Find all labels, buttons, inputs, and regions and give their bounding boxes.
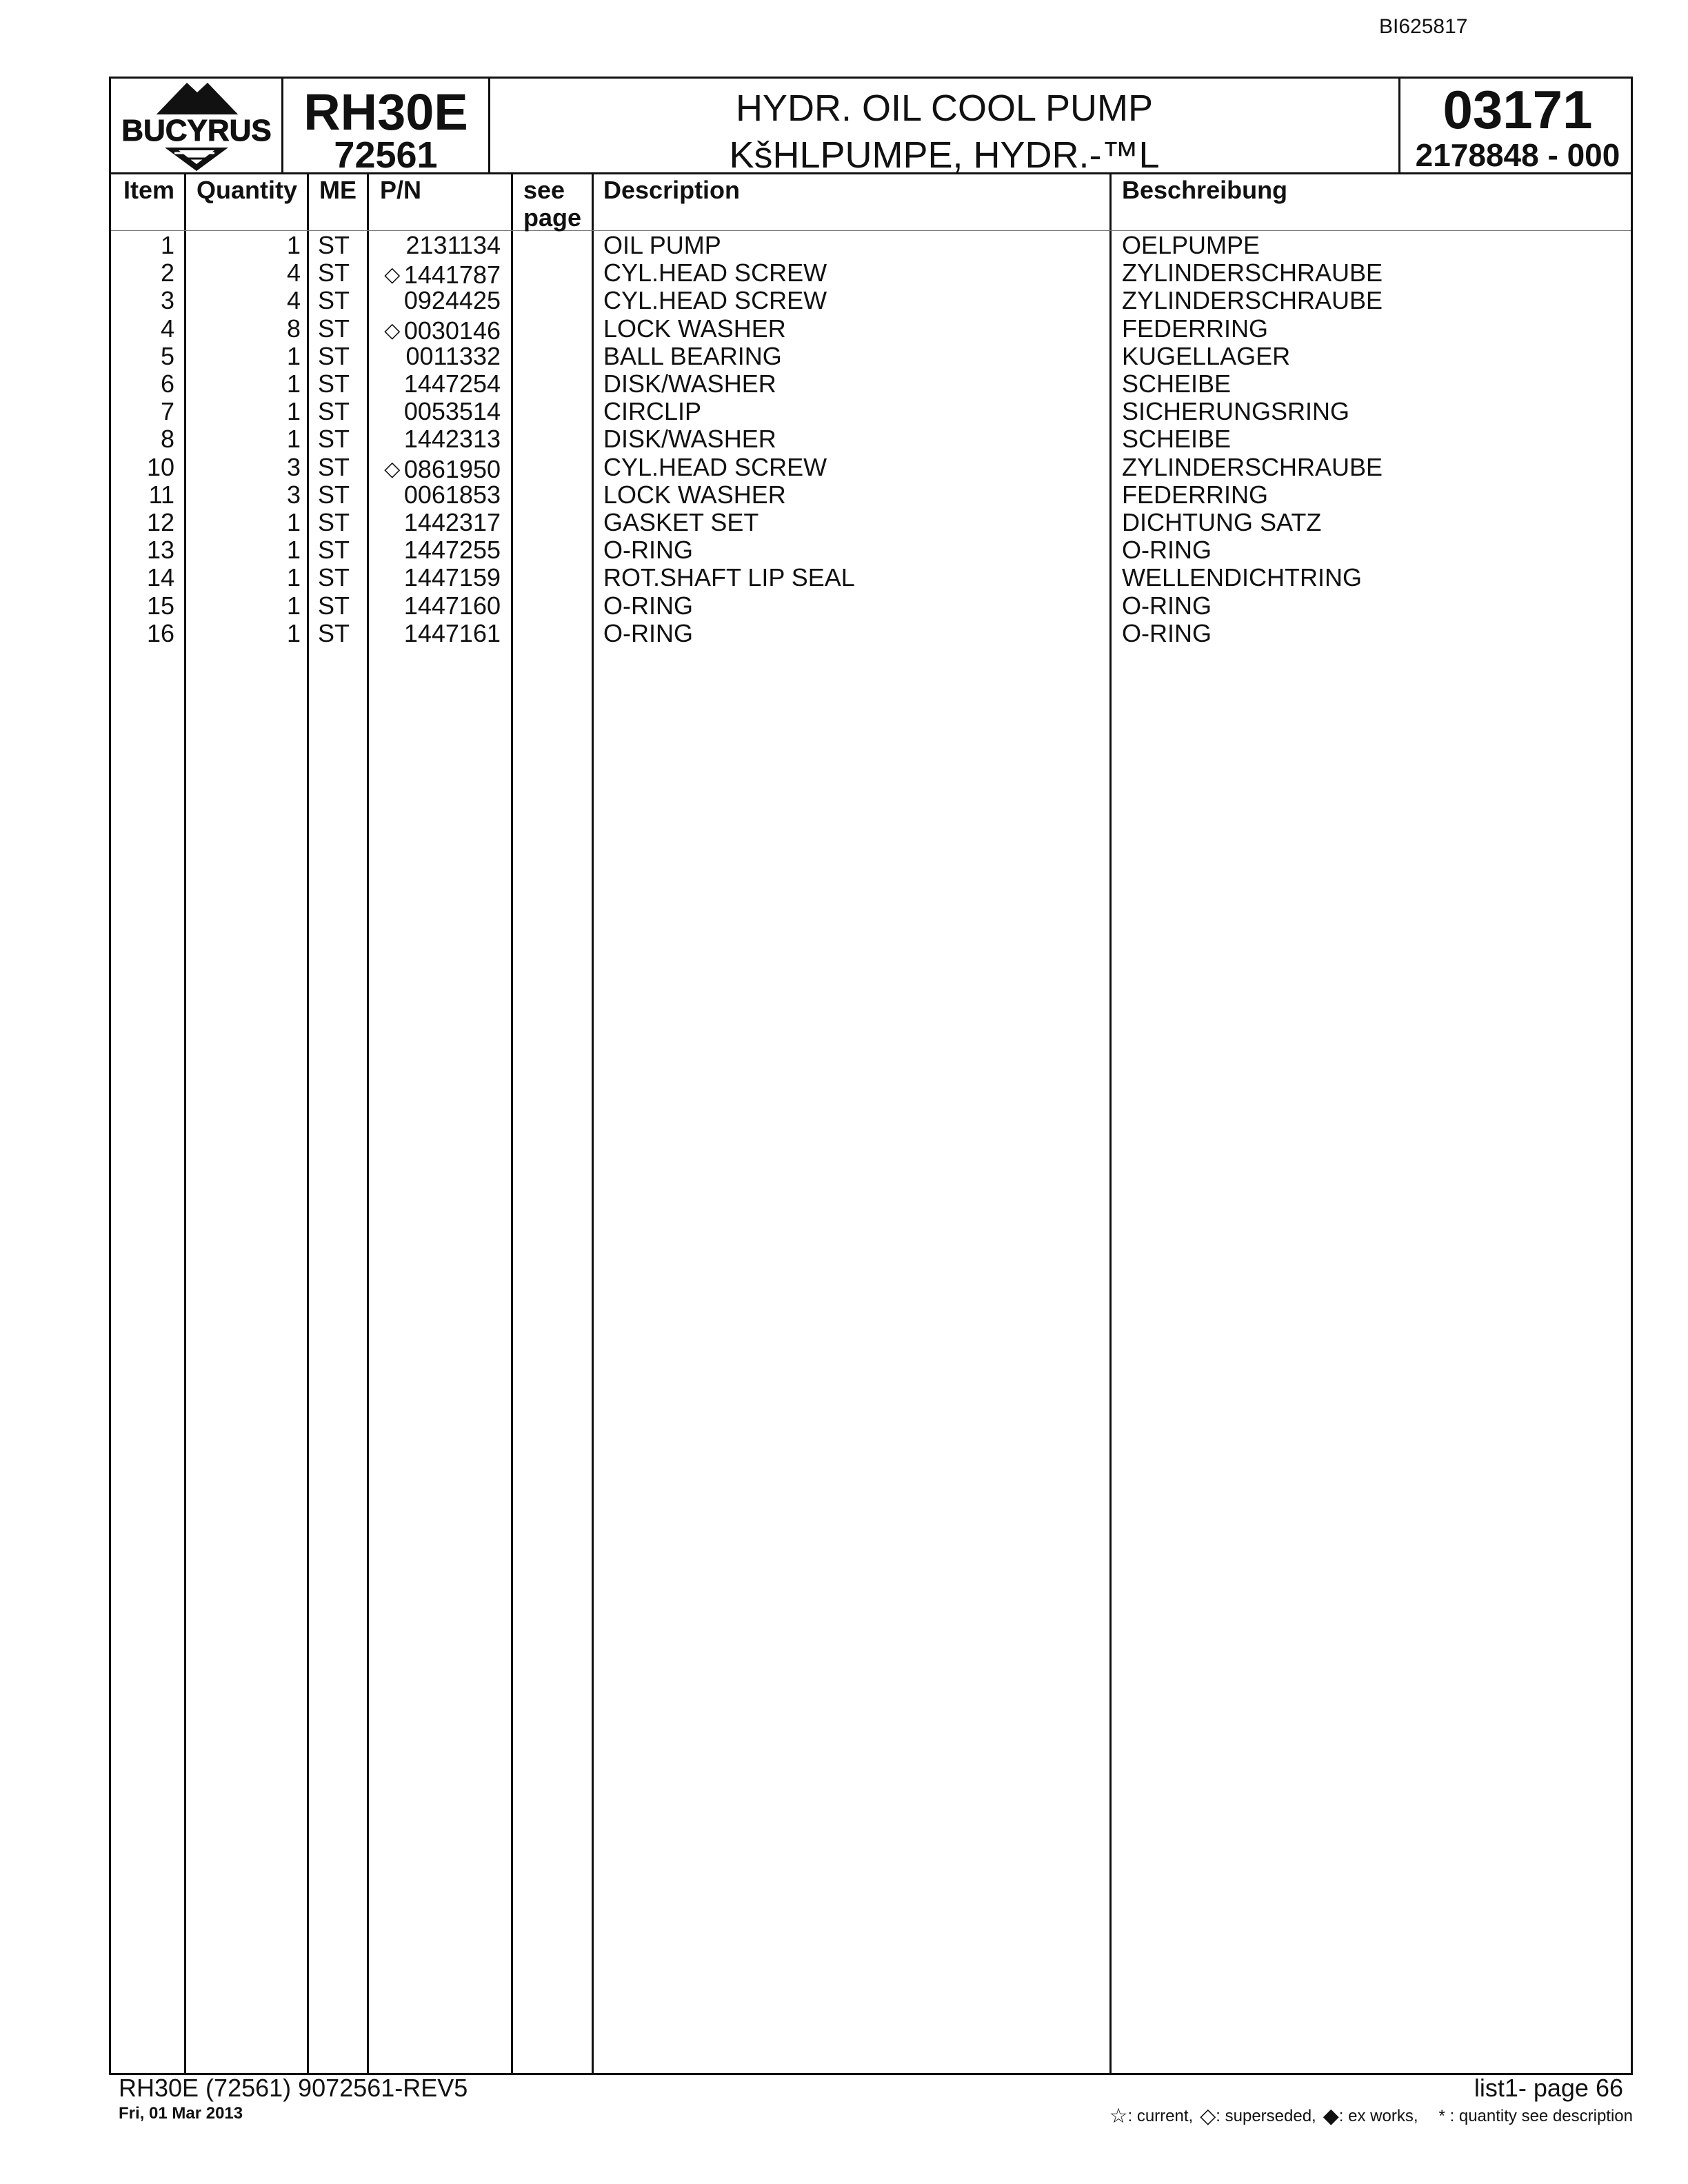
bucyrus-logo-graphic <box>111 79 279 172</box>
table-row <box>111 287 1631 314</box>
item-number: 8 <box>160 425 174 454</box>
description: CYL.HEAD SCREW <box>603 259 827 287</box>
beschreibung: O-RING <box>1122 591 1212 620</box>
item-number: 4 <box>160 314 174 343</box>
part-number: 1441787 <box>403 261 501 290</box>
part-number: 0053514 <box>403 397 501 426</box>
description: LOCK WASHER <box>603 480 786 509</box>
table-row <box>111 370 1631 398</box>
unit-me: ST <box>318 452 350 481</box>
description: CYL.HEAD SCREW <box>603 286 827 315</box>
part-number: 1447160 <box>403 591 501 620</box>
description: BALL BEARING <box>603 341 782 370</box>
col-header-pn: P/N <box>380 176 422 204</box>
document-id: BI625817 <box>1379 15 1468 38</box>
header-block <box>109 77 1633 174</box>
part-number-cell <box>366 536 501 564</box>
beschreibung: FEDERRING <box>1122 480 1269 509</box>
description: GASKET SET <box>603 508 759 536</box>
group-number: 03171 <box>1443 79 1593 140</box>
description: DISK/WASHER <box>603 425 776 454</box>
unit-me: ST <box>318 618 350 647</box>
description: O-RING <box>603 591 693 620</box>
part-number-cell <box>366 315 501 345</box>
unit-me: ST <box>318 286 350 315</box>
footer-document-ref: RH30E (72561) 9072561-REV5 <box>119 2074 468 2102</box>
part-number-cell <box>366 564 501 592</box>
quantity: 1 <box>286 231 301 259</box>
col-header-page: page <box>523 203 582 232</box>
beschreibung: FEDERRING <box>1122 314 1269 343</box>
description: LOCK WASHER <box>603 314 786 343</box>
model-cell <box>283 79 490 176</box>
parts-table <box>109 172 1633 2075</box>
item-number: 16 <box>146 618 174 647</box>
item-number: 15 <box>146 591 174 620</box>
description: CIRCLIP <box>603 397 702 426</box>
item-number: 13 <box>146 536 174 565</box>
part-number-cell <box>366 398 501 425</box>
superseded-diamond-icon: ◇ <box>384 318 401 342</box>
quantity: 1 <box>286 618 301 647</box>
legend-current: : current, <box>1127 2106 1194 2125</box>
table-row <box>111 536 1631 564</box>
serial-number: 72561 <box>334 134 438 176</box>
superseded-diamond-icon: ◇ <box>384 263 401 287</box>
beschreibung: ZYLINDERSCHRAUBE <box>1122 259 1383 287</box>
quantity: 1 <box>286 370 301 398</box>
title-cell <box>490 79 1400 176</box>
number-cell <box>1400 79 1635 172</box>
part-number-cell <box>366 620 501 647</box>
beschreibung: SCHEIBE <box>1122 425 1232 454</box>
diamond-outline-icon: ◇ <box>1200 2105 1216 2127</box>
table-row <box>111 592 1631 620</box>
part-number-cell <box>366 287 501 314</box>
item-number: 5 <box>160 341 174 370</box>
part-number: 0011332 <box>405 341 501 370</box>
part-number: 1447159 <box>403 563 501 592</box>
unit-me: ST <box>318 563 350 592</box>
footer-date: Fri, 01 Mar 2013 <box>119 2104 243 2123</box>
quantity: 4 <box>286 286 301 315</box>
beschreibung: WELLENDICHTRING <box>1122 563 1363 592</box>
part-number: 1442313 <box>403 425 501 454</box>
part-number: 1447255 <box>403 536 501 565</box>
description: O-RING <box>603 618 693 647</box>
col-header-beschreibung: Beschreibung <box>1122 176 1288 204</box>
table-row <box>111 620 1631 647</box>
legend-superseded: : superseded, <box>1216 2106 1316 2125</box>
beschreibung: DICHTUNG SATZ <box>1122 508 1322 536</box>
quantity: 1 <box>286 341 301 370</box>
part-number-cell <box>366 454 501 483</box>
title-english: HYDR. OIL COOL PUMP <box>735 88 1154 129</box>
part-number: 1447161 <box>403 618 501 647</box>
unit-me: ST <box>318 341 350 370</box>
col-header-quantity: Quantity <box>197 176 298 204</box>
col-header-description: Description <box>603 176 741 204</box>
unit-me: ST <box>318 370 350 398</box>
quantity: 1 <box>286 563 301 592</box>
description: ROT.SHAFT LIP SEAL <box>603 563 855 592</box>
item-number: 6 <box>160 370 174 398</box>
part-number-cell <box>366 481 501 509</box>
part-number: 1447254 <box>403 370 501 398</box>
quantity: 3 <box>286 480 301 509</box>
description: DISK/WASHER <box>603 370 776 398</box>
part-number: 0924425 <box>403 286 501 315</box>
item-number: 10 <box>146 452 174 481</box>
item-number: 11 <box>148 480 174 509</box>
beschreibung: ZYLINDERSCHRAUBE <box>1122 286 1383 315</box>
quantity: 1 <box>286 536 301 565</box>
unit-me: ST <box>318 231 350 259</box>
unit-me: ST <box>318 397 350 426</box>
legend <box>1109 2104 1633 2128</box>
quantity: 1 <box>286 508 301 536</box>
quantity: 1 <box>286 591 301 620</box>
footer-page: list1- page 66 <box>1474 2074 1623 2102</box>
description: CYL.HEAD SCREW <box>603 452 827 481</box>
logo-wordmark: BUCYRUS <box>121 114 272 148</box>
bucyrus-logo <box>111 79 283 172</box>
table-row <box>111 509 1631 536</box>
part-number: 1442317 <box>403 508 501 536</box>
star-outline-icon: ☆ <box>1109 2105 1128 2127</box>
item-number: 1 <box>160 231 174 259</box>
quantity: 1 <box>286 397 301 426</box>
table-row <box>111 481 1631 509</box>
unit-me: ST <box>318 536 350 565</box>
part-number-cell <box>366 592 501 620</box>
col-header-see: see <box>523 176 565 204</box>
table-row <box>111 315 1631 343</box>
quantity: 1 <box>286 425 301 454</box>
legend-quantity: * : quantity see description <box>1438 2106 1633 2125</box>
table-row <box>111 398 1631 425</box>
beschreibung: SICHERUNGSRING <box>1122 397 1350 426</box>
description: OIL PUMP <box>603 231 721 259</box>
item-number: 14 <box>146 563 174 592</box>
unit-me: ST <box>318 259 350 287</box>
part-number-cell <box>366 232 501 259</box>
unit-me: ST <box>318 425 350 454</box>
item-number: 2 <box>160 259 174 287</box>
part-number: 0030146 <box>403 316 501 345</box>
item-number: 12 <box>146 508 174 536</box>
superseded-diamond-icon: ◇ <box>384 457 401 481</box>
table-row <box>111 425 1631 453</box>
beschreibung: OELPUMPE <box>1122 231 1260 259</box>
part-number-cell <box>366 343 501 370</box>
assembly-part-number: 2178848 - 000 <box>1415 137 1620 173</box>
beschreibung: ZYLINDERSCHRAUBE <box>1122 452 1383 481</box>
unit-me: ST <box>318 314 350 343</box>
col-header-see-page <box>523 176 581 232</box>
table-row <box>111 564 1631 592</box>
part-number: 0861950 <box>403 454 501 483</box>
col-header-item: Item <box>123 176 175 204</box>
part-number: 2131134 <box>405 231 501 259</box>
part-number-cell <box>366 370 501 398</box>
table-row <box>111 232 1631 259</box>
unit-me: ST <box>318 591 350 620</box>
beschreibung: KUGELLAGER <box>1122 341 1291 370</box>
beschreibung: O-RING <box>1122 618 1212 647</box>
quantity: 8 <box>286 314 301 343</box>
quantity: 4 <box>286 259 301 287</box>
legend-exworks: : ex works, <box>1338 2106 1418 2125</box>
table-row <box>111 454 1631 481</box>
diamond-filled-icon: ◆ <box>1323 2105 1339 2127</box>
col-header-me: ME <box>319 176 356 204</box>
beschreibung: O-RING <box>1122 536 1212 565</box>
description: O-RING <box>603 536 693 565</box>
item-number: 7 <box>160 397 174 426</box>
unit-me: ST <box>318 480 350 509</box>
item-number: 3 <box>160 286 174 315</box>
part-number-cell <box>366 425 501 453</box>
part-number-cell <box>366 259 501 289</box>
model-name: RH30E <box>303 83 468 141</box>
part-number-cell <box>366 509 501 536</box>
unit-me: ST <box>318 508 350 536</box>
beschreibung: SCHEIBE <box>1122 370 1232 398</box>
part-number: 0061853 <box>403 480 501 509</box>
quantity: 3 <box>286 452 301 481</box>
table-row <box>111 343 1631 370</box>
table-row <box>111 259 1631 290</box>
title-german: KšHLPUMPE, HYDR.-™L <box>729 134 1160 176</box>
